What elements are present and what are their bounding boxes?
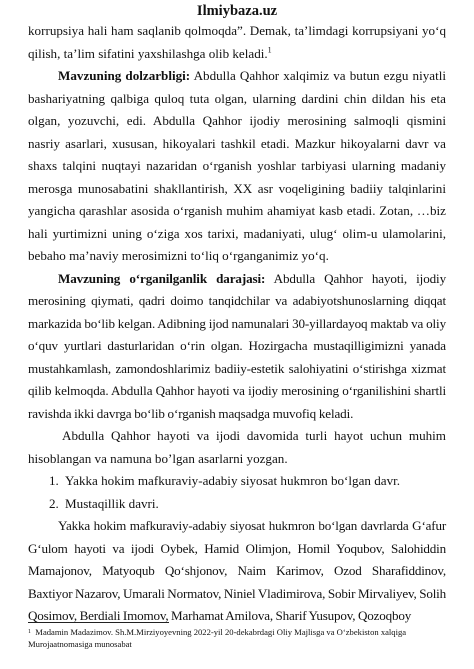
document-body [28,20,446,628]
paragraph-text: Yakka hokim mafkuraviy-adabiy siyosat hukmron bo‘lgan davrlarda G‘afur G‘ulom hayoti va ijodi Oybek, Hamid Olimjon, Homil Yoqubov, Salohiddin Mamajonov, Matyoqub Qo‘shjonov, Naim Karimov, Ozod Sharafiddinov, Baxtiyor Nazarov, Umarali Normatov, Niniel Vladimirova, Sobir Mirvaliyev, Solih Qosimov, Berdiali Imomov, Marhamat Amilova, Sharif Yusupov, Qozoqboy [28,518,446,623]
paragraph-text: Abdulla Qahhor hayoti, ijodiy merosining qiymati, qadri doimo tanqidchilar va adabiyotshunoslarning diqqat markazida bo‘lib kelgan. Adibning ijod namunalari 30-yillardayoq maktab va oliy o‘quv yurtlari dasturlaridan o‘rin olgan. Hozirgacha mustaqilligimizni yanada mustahkamlash, zamondoshlarimiz badiiy-estetik salohiyatini o‘stirishga xizmat qilib kelmoqda. Abdulla Qahhor hayoti va ijodiy merosining o‘rganilishini shartli ravishda ikki davrga bo‘lib o‘rganish maqsadga muvofiq keladi. [28,270,446,421]
footnote-number: 1 [28,629,31,635]
site-title: Ilmiybaza.uz [196,3,278,19]
list-item [28,470,446,493]
list-item-text: Mustaqillik davri. [65,495,159,511]
paragraph-study-level [28,268,446,426]
section-lead-relevance: Mavzuning dolzarbligi: [58,68,191,83]
footnote [28,627,448,650]
paragraph-text: Abdulla Qahhor hayoti va ijodi davomida turli hayot uchun muhim hisoblangan va namuna bo’lgan asarlarni yozgan. [28,428,446,466]
paragraph-researchers [28,515,446,628]
footnote-reference: 1 [267,45,272,55]
list-number: 1. [49,473,59,488]
list-item [28,493,446,516]
footnote-text: Madamin Madazimov. Sh.M.Mirziyoyevning 2022-yil 20-dekabrdagi Oliy Majlisga va O‘zbekiston xalqiga Murojaatnomasiga munosabat [28,627,407,649]
section-lead-study-level: Mavzuning o‘rganilganlik darajasi: [58,270,266,286]
list-item-text: Yakka hokim mafkuraviy-adabiy siyosat hukmron bo‘lgan davr. [65,473,401,488]
paragraph-intro-continuation [28,20,446,65]
paragraph-relevance [28,65,446,268]
paragraph-text: Abdulla Qahhor xalqimiz va butun ezgu niyatli bashariyatning qalbiga quloq tuta olgan, ularning dardini chin dildan his eta olgan, yozuvchi, edi. Abdulla Qahhor ijodiy merosining salmoqli qismini nasriy asarlari, xususan, hikoyalari tashkil etadi. Mazkur hikoyalarni davr va shaxs talqini nuqtayi nazaridan o‘rganish yoshlar tarbiyasi ularning madaniy merosga munosabatini shakllantirish, XX asr voqeligining badiiy talqinlarini yangicha qarashlar asosida o‘rganish muhim ahamiyat kasb etadi. Zotan, …biz hali yurtimizni uning o‘ziga xos tarixi, madaniyati, ulug‘ olim-u ulamolarini, bebaho ma’naviy merosimizni to‘liq o‘rganganimiz yo‘q. [28,68,446,263]
paragraph-text: korrupsiya hali ham saqlanib qolmoqda”. Demak, ta’limdagi korrupsiyani yo‘q qilish, ta’lim sifatini yaxshilashga olib keladi. [28,23,446,61]
footnote-divider [28,622,169,623]
list-number: 2. [49,495,59,511]
paragraph-works [28,425,446,470]
